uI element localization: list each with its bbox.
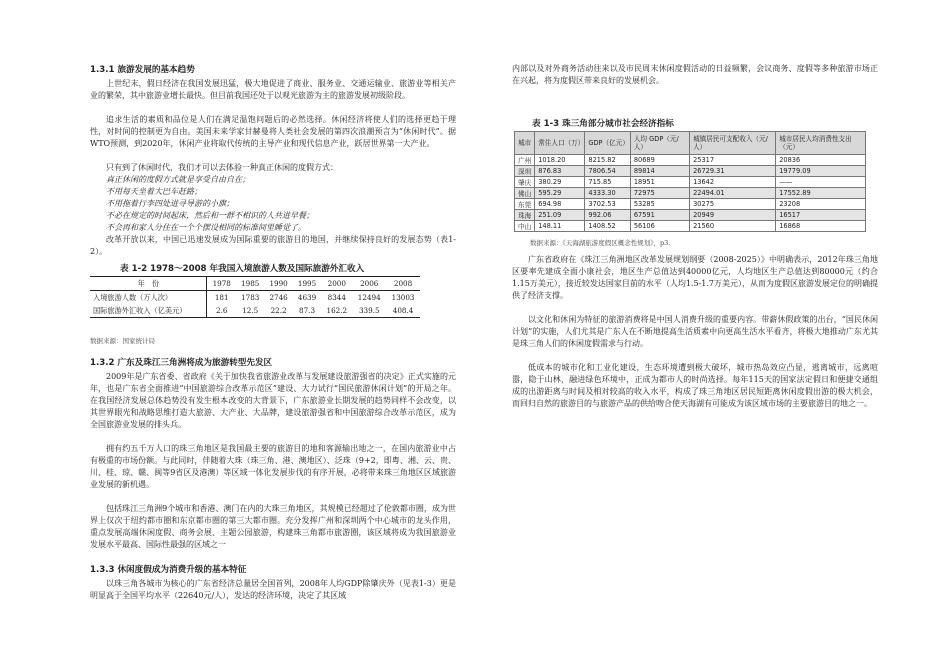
paragraph: 只有到了休闲时代，我们才可以去体验一种真正休闲的度假方式： (106, 163, 338, 172)
table-cell: 17552.89 (776, 188, 866, 199)
poem-line: 不用拖着行李四处进寻导游的小旗； (106, 199, 234, 208)
table-header-cell: 1978 (207, 277, 236, 291)
table-cell: 56106 (630, 221, 689, 232)
table-cell: 339.5 (352, 304, 386, 318)
paragraph: 追求生活的素质和品位是人们在满足温饱问题后的必然选择。休闲经济将使人们的选择更趋于理性，对时间的控制更为自由。美国未来学家甘赫曼将人类社会发展的第四次浪潮预言为“休闲时代”。据WTO预测，到2020年，休闲产业将取代传统的主导产业和现代信息产业，跃居世界第一大产业。 (90, 115, 456, 148)
table-header-cell: 常住人口（万） (535, 132, 585, 155)
table-cell: 4333.30 (585, 188, 630, 199)
table-cell: 380.29 (535, 177, 585, 188)
table-cell: 12494 (357, 293, 381, 302)
table-header-cell: 1990 (264, 277, 292, 291)
table-cell: 408.4 (386, 304, 420, 318)
table-cell: 20949 (690, 210, 776, 221)
table-cell: 深圳 (515, 166, 535, 177)
poem-line: 真正休闲的度假方式就是享受自由自在； (106, 175, 250, 184)
table-cell: 珠海 (515, 210, 535, 221)
table-cell: 694.98 (535, 199, 585, 210)
table-cell: 53285 (630, 199, 689, 210)
paragraph: 低成本的城市化和工业化建设，生态环境遭到极大破坏，城市热岛效应凸显，逃离城市，远离喧嚣，隐于山林，融进绿色环境中，正成为都市人的时尚选择。每年115天的国家法定假日和便捷交通组成的出游距离与时间及相对较高的收入水平，构成了珠三角地区居民短距离休闲度假出游的极大机会，而回归自然的旅游目的与旅游产品的供给吻合使天海湖有可能成为该区域市场的主要旅游目的地之一。 (512, 363, 878, 408)
table-cell: 广州 (515, 155, 535, 166)
paragraph: 包括珠江三角洲9个城市和香港、澳门在内的大珠三角地区，其规模已经超过了伦敦都市圈，成为世界上仅次于纽约都市圈和东京都市圈的第三大都市圈。充分发挥广州和深圳两个中心城市的龙头作用，重点发展高端休闲度假、商务会展、主题公园旅游，构建珠三角都市旅游圈，该区域将成为我国旅游业发展水平最高、国际性最强的区域之一 (90, 504, 456, 549)
table-cell: 715.85 (585, 177, 630, 188)
paragraph: 改革开放以来，中国已迅速发展成为国际重要的旅游目的地国，并继续保持良好的发展态势（表1-2）。 (90, 235, 456, 256)
table-cell: 16868 (776, 221, 866, 232)
table-cell: 东莞 (515, 199, 535, 210)
poem-line: 不必在规定的时间起床，然后和一群不相识的人共进早餐； (106, 211, 314, 220)
table-row (515, 155, 866, 166)
table-header-cell: 2000 (321, 277, 352, 291)
prd-city-indicators-table (514, 131, 866, 232)
section-title-1-3-1: 1.3.1 旅游发展的基本趋势 (90, 65, 195, 75)
section-title-1-3-3: 1.3.3 休闲度假成为消费升级的基本特征 (90, 565, 247, 575)
table-cell: 3702.53 (585, 199, 630, 210)
table-cell: 7806.54 (585, 166, 630, 177)
table-cell: 1018.20 (535, 155, 585, 166)
table-cell: 18951 (630, 177, 689, 188)
table-cell: 67591 (630, 210, 689, 221)
table-cell: 20836 (776, 155, 866, 166)
table-cell: 181 (214, 293, 229, 302)
table-cell: 162.2 (321, 304, 352, 318)
table-source: 数据来源：《天海湖旅游度假区概念性规划》，p3. (530, 239, 671, 247)
table-header-cell: 2008 (386, 277, 420, 291)
table-row (515, 199, 866, 210)
table-row (515, 221, 866, 232)
table-cell: 8344 (327, 293, 346, 302)
table-cell: 肇庆 (515, 177, 535, 188)
table-cell: 2.6 (207, 304, 236, 318)
inbound-tourism-table (90, 276, 420, 318)
table-header-cell: 1985 (236, 277, 264, 291)
table-source: 数据来源：国家统计局 (90, 337, 155, 345)
paragraph: 广东省政府在《珠江三角洲地区改革发展规划纲要（2008-2025）》中明确表示，2012年珠三角地区要率先建成全面小康社会，地区生产总值达到40000亿元，人均地区生产总值达到80000元（约合1.15万美元），接近较发达国家目前的水平（人均1.5-1.7万美元），从而为度假区旅游发展定位的明确提供了经济支撑。 (512, 255, 878, 300)
table-cell: 16517 (776, 210, 866, 221)
table-cell: 12.5 (236, 304, 264, 318)
table-cell: 30275 (690, 199, 776, 210)
table-cell: 80689 (630, 155, 689, 166)
paragraph: 以文化和休闲为特征的旅游消费将是中国人消费升级的重要内容。带薪休假政策的出台，“国民休闲计划”的实施，人们尤其是广东人在不断地提高生活质素中向更高生活水平看齐，将极大地推动广东尤其是珠三角人们的休闲度假需求与行动。 (512, 315, 878, 348)
table-cell: 251.09 (535, 210, 585, 221)
table-cell: 中山 (515, 221, 535, 232)
table-cell: 25317 (690, 155, 776, 166)
section-title-1-3-2: 1.3.2 广东及珠江三角洲将成为旅游转型先发区 (90, 358, 273, 368)
paragraph: 2009年是广东省委、省政府《关于加快我省旅游业改革与发展建设旅游强省的决定》正式实施的元年，也是广东省全面推进“中国旅游综合改革示范区”建设、大力试行“国民旅游休闲计划”的开局之年。在我国经济发展总体趋势没有发生根本改变的大背景下，广东旅游业长期发展的趋势同样不会改变，以其世界眼光和战略思维打造大旅游、大产业、大品牌，建设旅游强省和中国旅游综合改革示范区，成为全国旅游业发展的排头兵。 (90, 372, 456, 429)
table-row (90, 291, 420, 305)
table-cell: —— (776, 177, 866, 188)
table-cell: 19779.09 (776, 166, 866, 177)
paragraph: 上世纪末，假日经济在我国发展迅猛，极大地促进了商业、服务业、交通运输业、旅游业等相关产业的繁荣，其中旅游业增长最快。但目前我国还处于以观光旅游为主的旅游发展初级阶段。 (90, 79, 456, 100)
table-cell: 佛山 (515, 188, 535, 199)
table-header-cell: 1995 (293, 277, 321, 291)
table-cell: 148.11 (535, 221, 585, 232)
table-header-cell: 2006 (352, 277, 386, 291)
table-header-cell: 年 份 (90, 277, 207, 291)
table-cell: 595.29 (535, 188, 585, 199)
table-header-cell: GDP（亿元） (585, 132, 630, 155)
table-caption: 表 1-2 1978～2008 年我国入境旅游人数及国际旅游外汇收入 (120, 264, 365, 274)
table-row (515, 166, 866, 177)
table-cell: 876.83 (535, 166, 585, 177)
table-row (515, 210, 866, 221)
table-header-cell: 城市居民人均消费性支出（元） (776, 132, 866, 155)
paragraph: 以珠三角各城市为核心的广东省经济总量居全国首列，2008年人均GDP除肇庆外（见表1-3）更是明显高于全国平均水平（22640元/人），发达的经济环境，决定了其区域 (90, 579, 456, 600)
paragraph: 内部以及对外商务活动往来以及市民周末休闲度假活动的日益频繁，会议商务、度假等多种旅游市场正在兴起，将为度假区带来良好的发展机会。 (512, 64, 878, 85)
table-cell: 13003 (391, 293, 415, 302)
table-row (515, 188, 866, 199)
table-cell: 13642 (690, 177, 776, 188)
table-cell: 89814 (630, 166, 689, 177)
table-cell: 入境旅游人数（万人次） (90, 291, 207, 305)
paragraph: 拥有约五千万人口的珠三角地区是我国最主要的旅游目的地和客源输出地之一，在国内旅游业中占有极重的市场份额。与此同时，伴随着大珠（珠三角、港、澳地区）、泛珠（9+2，即粤、湘、云、贵、川、桂、琼、赣、闽等9省区及港澳）等区域一体化发展步伐的有序开展，必将带来珠三角地区区域旅游业发展的新机遇。 (90, 444, 456, 489)
table-cell: 1783 (241, 293, 260, 302)
table-cell: 26729.31 (690, 166, 776, 177)
table-cell: 国际旅游外汇收入（亿美元） (90, 304, 207, 318)
table-cell: 22.2 (264, 304, 292, 318)
table-cell: 23208 (776, 199, 866, 210)
poem-line: 不用每天坐着大巴车赶路； (106, 187, 202, 196)
table-cell: 21560 (690, 221, 776, 232)
table-cell: 2746 (269, 293, 288, 302)
table-cell: 87.3 (293, 304, 321, 318)
table-header-cell: 城镇居民可支配收入（元/人） (690, 132, 776, 155)
table-cell: 22494.01 (690, 188, 776, 199)
table-row (515, 177, 866, 188)
table-header-cell: 城市 (515, 132, 535, 155)
table-caption: 表 1-3 珠三角部分城市社会经济指标 (532, 119, 674, 129)
table-cell: 1408.52 (585, 221, 630, 232)
table-cell: 72975 (630, 188, 689, 199)
table-header-cell: 人均 GDP（元/人） (630, 132, 689, 155)
poem-line: 不会再和家人分住在一个个摆设相同的标准间里睡觉了。 (106, 223, 306, 232)
table-cell: 992.06 (585, 210, 630, 221)
table-cell: 4639 (297, 293, 317, 302)
table-cell: 8215.82 (585, 155, 630, 166)
table-row (90, 304, 420, 318)
